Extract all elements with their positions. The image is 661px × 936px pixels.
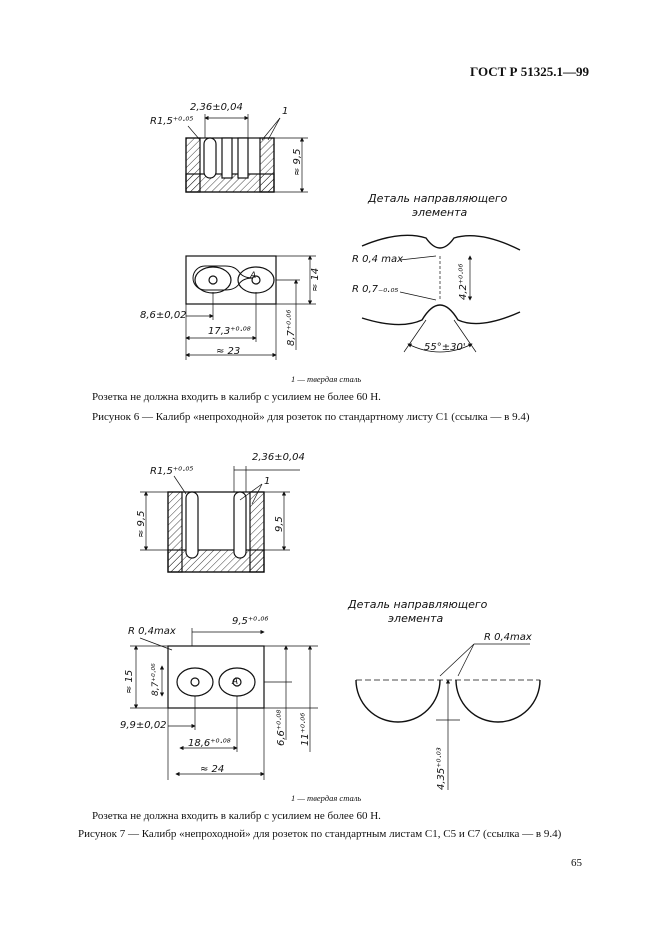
fig6-detail-angle: 55°±30' — [424, 342, 466, 353]
fig7-dim-w24: ≈ 24 — [200, 764, 225, 775]
fig7-dim-h95-right: 9,5 — [274, 516, 285, 532]
fig7-dim-r04: R 0,4max — [128, 626, 176, 637]
page-number: 65 — [571, 857, 582, 869]
fig6-section-view — [186, 114, 308, 192]
fig7-dim-x186: 18,6⁺⁰·⁰⁸ — [188, 738, 231, 749]
fig7-detail-title2: элемента — [388, 612, 444, 625]
fig6-dim-h14: ≈ 14 — [310, 267, 321, 292]
fig7-dim-h15: ≈ 15 — [124, 669, 135, 694]
fig7-dim-x95: 9,5⁺⁰·⁰⁶ — [232, 616, 269, 627]
fig7-hole-a: A — [232, 677, 239, 687]
fig6-caption: Рисунок 6 — Калибр «непроходной» для розеток по стандартному листу С1 (ссылка — в 9.4) — [92, 411, 530, 423]
fig6-dim-w23: ≈ 23 — [216, 346, 241, 357]
fig6-detail-h42: 4,2⁺⁰·⁰⁶ — [458, 263, 469, 300]
fig7-dim-h95-left: ≈ 9,5 — [136, 510, 147, 538]
fig7-plan-view — [130, 628, 318, 780]
fig6-dim-h95: ≈ 9,5 — [292, 148, 303, 176]
fig6-legend: 1 — твердая сталь — [291, 374, 362, 384]
fig7-detail-h435: 4,35⁺⁰·⁰³ — [436, 747, 447, 790]
fig6-dim-x173: 17,3⁺⁰·⁰⁸ — [208, 326, 251, 337]
fig7-dim-w236: 2,36±0,04 — [252, 452, 305, 463]
fig7-caption: Рисунок 7 — Калибр «непроходной» для розеток по стандартным листам С1, С5 и С7 (ссылка — в 9.4) — [78, 828, 562, 840]
fig7-dim-r15: R1,5⁺⁰·⁰⁵ — [150, 466, 194, 477]
fig6-dim-w236: 2,36±0,04 — [190, 102, 243, 113]
fig6-dim-x86: 8,6±0,02 — [140, 310, 187, 321]
fig6-detail-r07: R 0,7₋₀.₀₅ — [352, 284, 399, 295]
fig6-dim-r15: R1,5⁺⁰·⁰⁵ — [150, 116, 194, 127]
fig6-dim-h87: 8,7⁺⁰·⁰⁶ — [286, 309, 297, 346]
fig7-legend: 1 — твердая сталь — [291, 793, 362, 803]
fig7-detail-title1: Деталь направляющего — [348, 598, 488, 611]
fig7-detail-drawing — [356, 644, 540, 790]
fig7-dim-x99: 9,9±0,02 — [120, 720, 167, 731]
fig7-dim-h87: 8,7⁺⁰·⁰⁶ — [151, 663, 161, 696]
fig6-hole-a: A — [250, 271, 257, 281]
fig7-dim-h11: 11⁺⁰·⁰⁶ — [300, 712, 311, 746]
fig6-detail-title1: Деталь направляющего — [368, 192, 508, 205]
fig7-callout-1: 1 — [264, 476, 271, 487]
fig7-note: Розетка не должна входить в калибр с усилием не более 60 Н. — [92, 810, 381, 822]
fig7-detail-r04: R 0,4max — [484, 632, 532, 643]
fig6-callout-1: 1 — [282, 106, 289, 117]
fig7-dim-h66: 6,6⁺⁰·⁰⁸ — [276, 709, 287, 746]
fig6-detail-r04: R 0,4 max — [352, 254, 403, 265]
document-header: ГОСТ Р 51325.1—99 — [470, 64, 589, 79]
fig6-note: Розетка не должна входить в калибр с усилием не более 60 Н. — [92, 391, 381, 403]
fig6-detail-title2: элемента — [412, 206, 468, 219]
